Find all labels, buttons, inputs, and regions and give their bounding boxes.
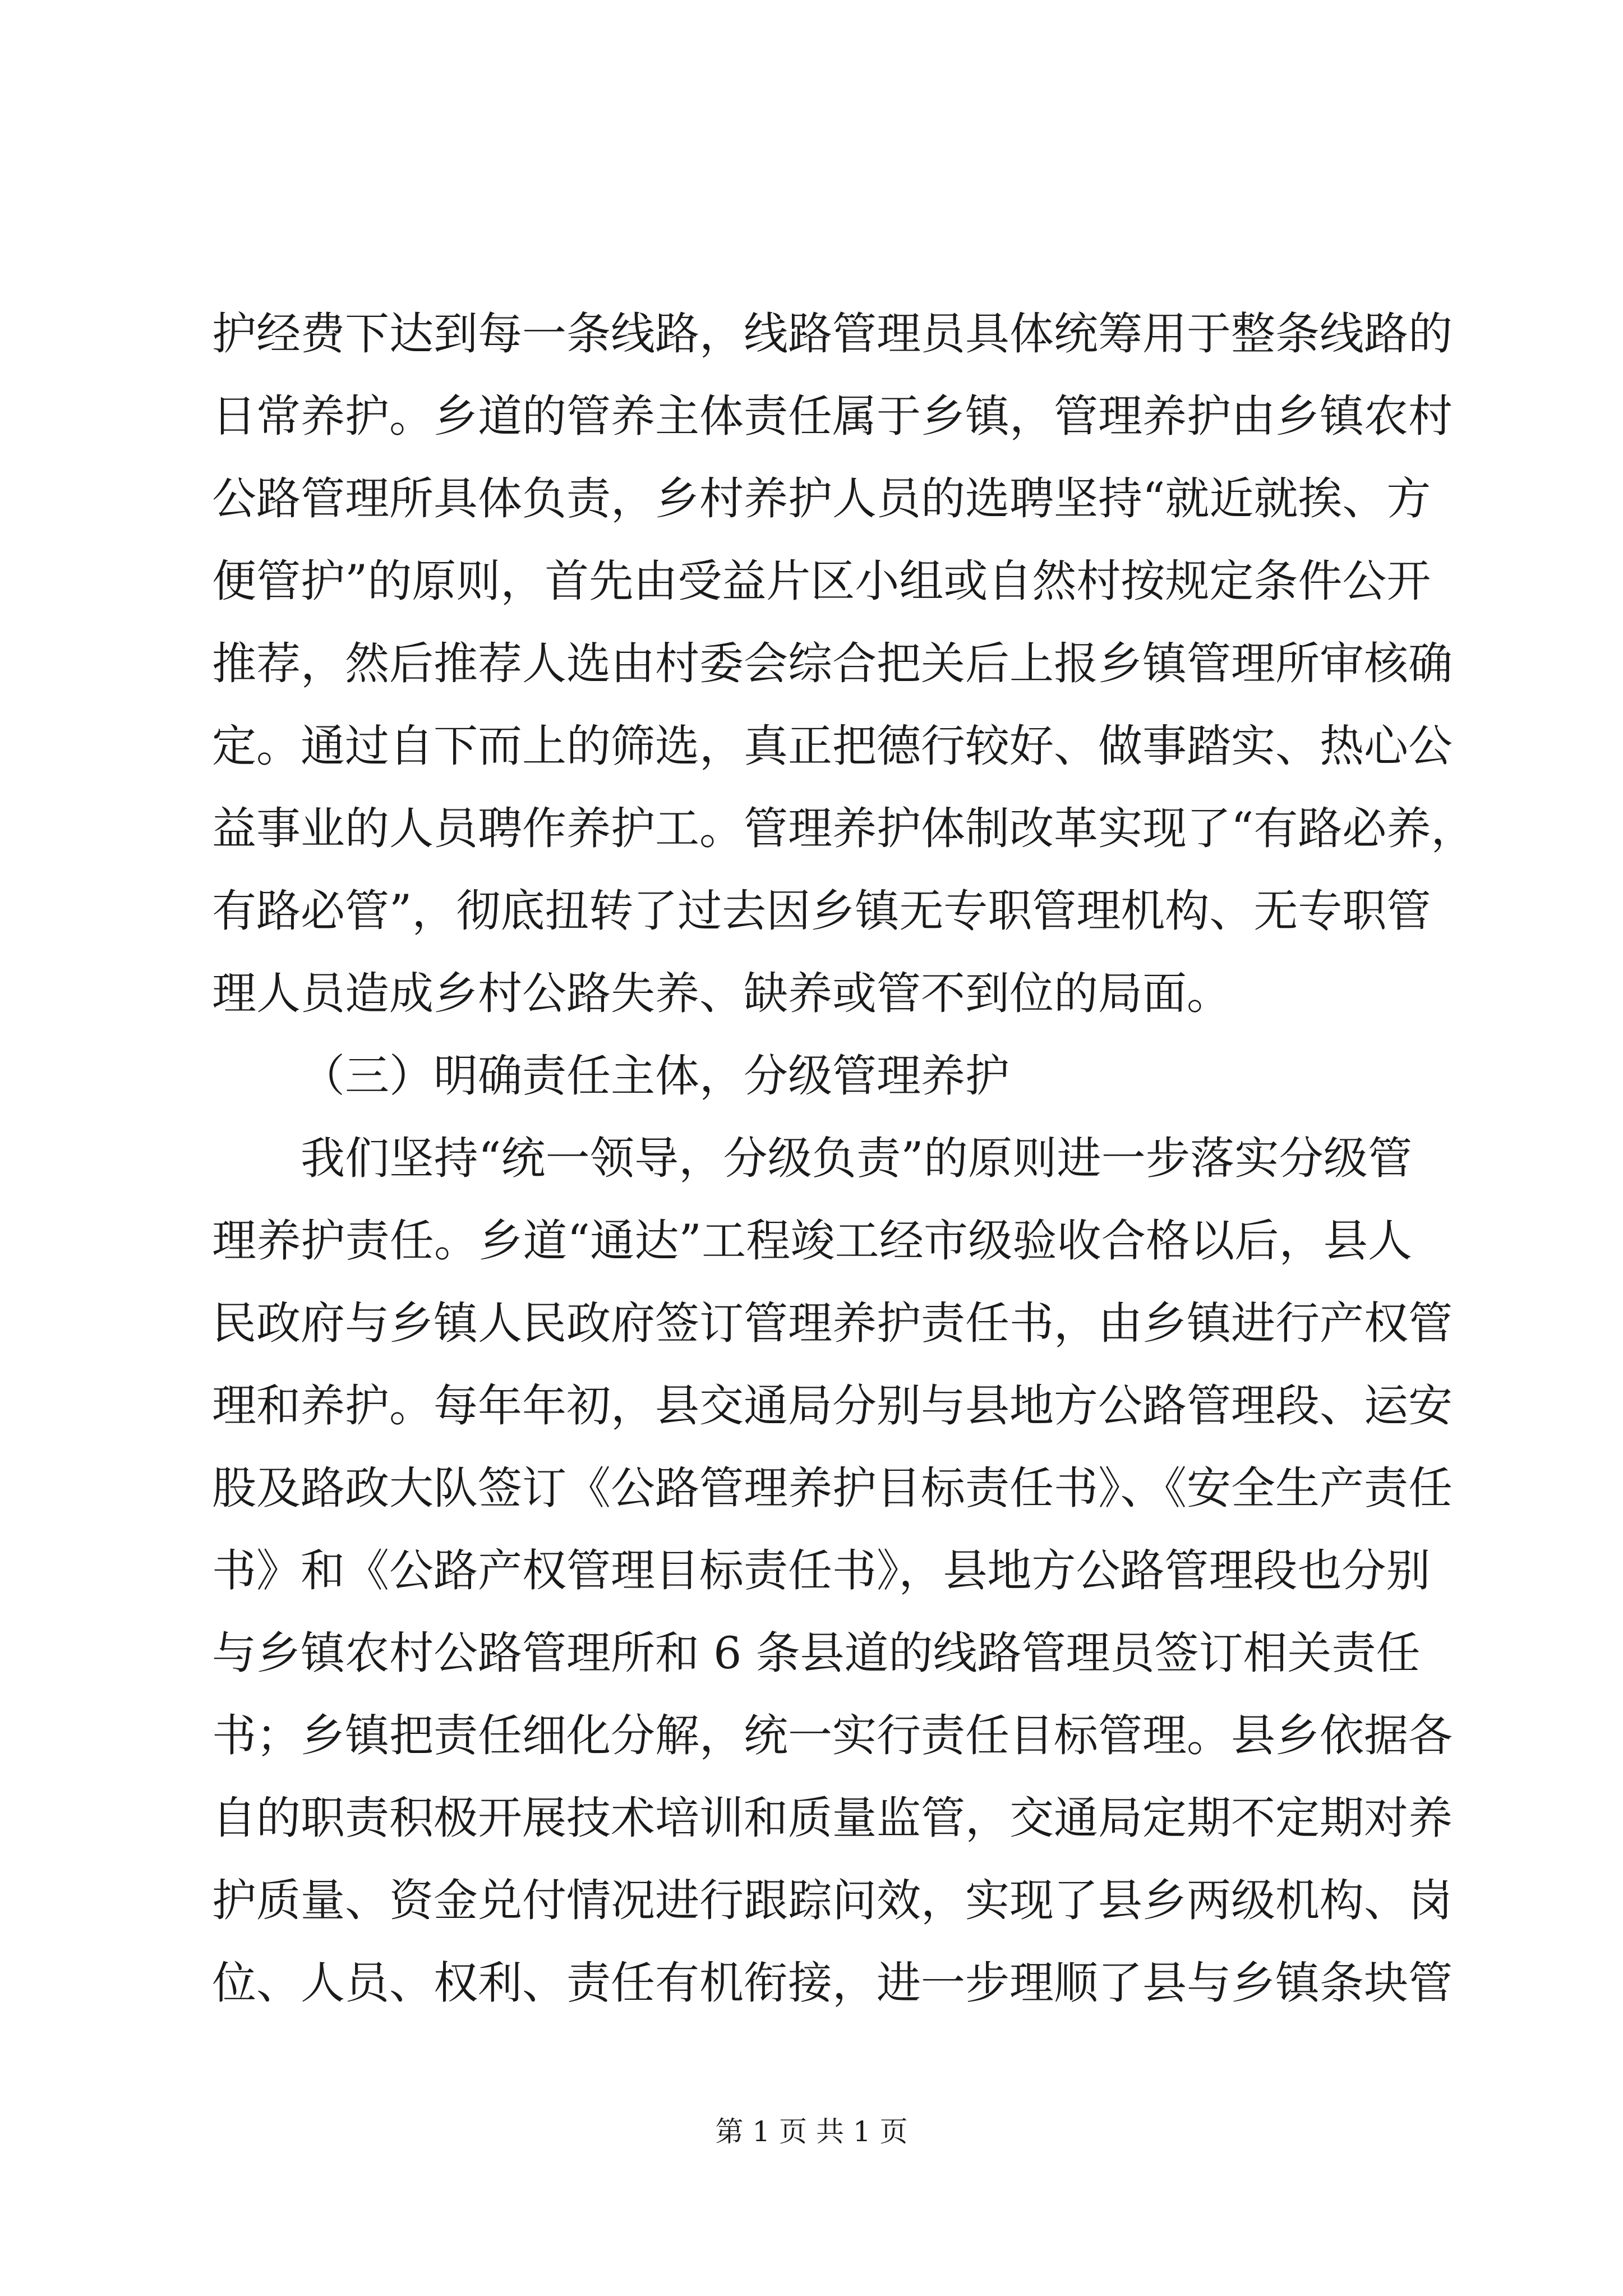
paragraph-line: 书》和《公路产权管理目标责任书》，县地方公路管理段也分别 bbox=[212, 1545, 1431, 1596]
paragraph-line: 理和养护。每年年初，县交通局分别与县地方公路管理段、运安 bbox=[212, 1380, 1453, 1432]
page-footer: 第 1 页 共 1 页 bbox=[715, 2115, 908, 2148]
paragraph-line: 推荐，然后推荐人选由村委会综合把关后上报乡镇管理所审核确 bbox=[212, 638, 1453, 689]
paragraph-line: 与乡镇农村公路管理所和 6 条县道的线路管理员签订相关责任 bbox=[212, 1627, 1421, 1679]
paragraph-line: 便管护”的原则，首先由受益片区小组或自然村按规定条件公开 bbox=[212, 555, 1431, 607]
paragraph-line: 护经费下达到每一条线路，线路管理员具体统筹用于整条线路的 bbox=[212, 308, 1453, 360]
paragraph-line: 理养护责任。乡道“通达”工程竣工经市级验收合格以后，县人 bbox=[212, 1215, 1412, 1267]
section-heading: （三）明确责任主体，分级管理养护 bbox=[301, 1050, 1009, 1102]
paragraph-line: 书；乡镇把责任细化分解，统一实行责任目标管理。县乡依据各 bbox=[212, 1710, 1453, 1761]
paragraph-line: 定。通过自下而上的筛选，真正把德行较好、做事踏实、热心公 bbox=[212, 720, 1453, 772]
document-body bbox=[212, 293, 1476, 2024]
paragraph-line: 日常养护。乡道的管养主体责任属于乡镇，管理养护由乡镇农村 bbox=[212, 390, 1453, 442]
paragraph-line: 公路管理所具体负责，乡村养护人员的选聘坚持“就近就挨、方 bbox=[212, 473, 1431, 524]
paragraph-line: 股及路政大队签订《公路管理养护目标责任书》、《安全生产责任 bbox=[212, 1462, 1453, 1514]
paragraph-line: 护质量、资金兑付情况进行跟踪问效，实现了县乡两级机构、岗 bbox=[212, 1875, 1453, 1926]
paragraph-line: 有路必管”，彻底扭转了过去因乡镇无专职管理机构、无专职管 bbox=[212, 885, 1431, 937]
paragraph-line: 我们坚持“统一领导，分级负责”的原则进一步落实分级管 bbox=[301, 1133, 1412, 1184]
paragraph-line: 益事业的人员聘作养护工。管理养护体制改革实现了“有路必养， bbox=[212, 803, 1476, 854]
paragraph-line: 自的职责积极开展技术培训和质量监管，交通局定期不定期对养 bbox=[212, 1792, 1453, 1844]
paragraph-line: 位、人员、权利、责任有机衔接，进一步理顺了县与乡镇条块管 bbox=[212, 1957, 1453, 2009]
paragraph-line: 理人员造成乡村公路失养、缺养或管不到位的局面。 bbox=[212, 968, 1231, 1019]
paragraph-line: 民政府与乡镇人民政府签订管理养护责任书，由乡镇进行产权管 bbox=[212, 1297, 1453, 1349]
